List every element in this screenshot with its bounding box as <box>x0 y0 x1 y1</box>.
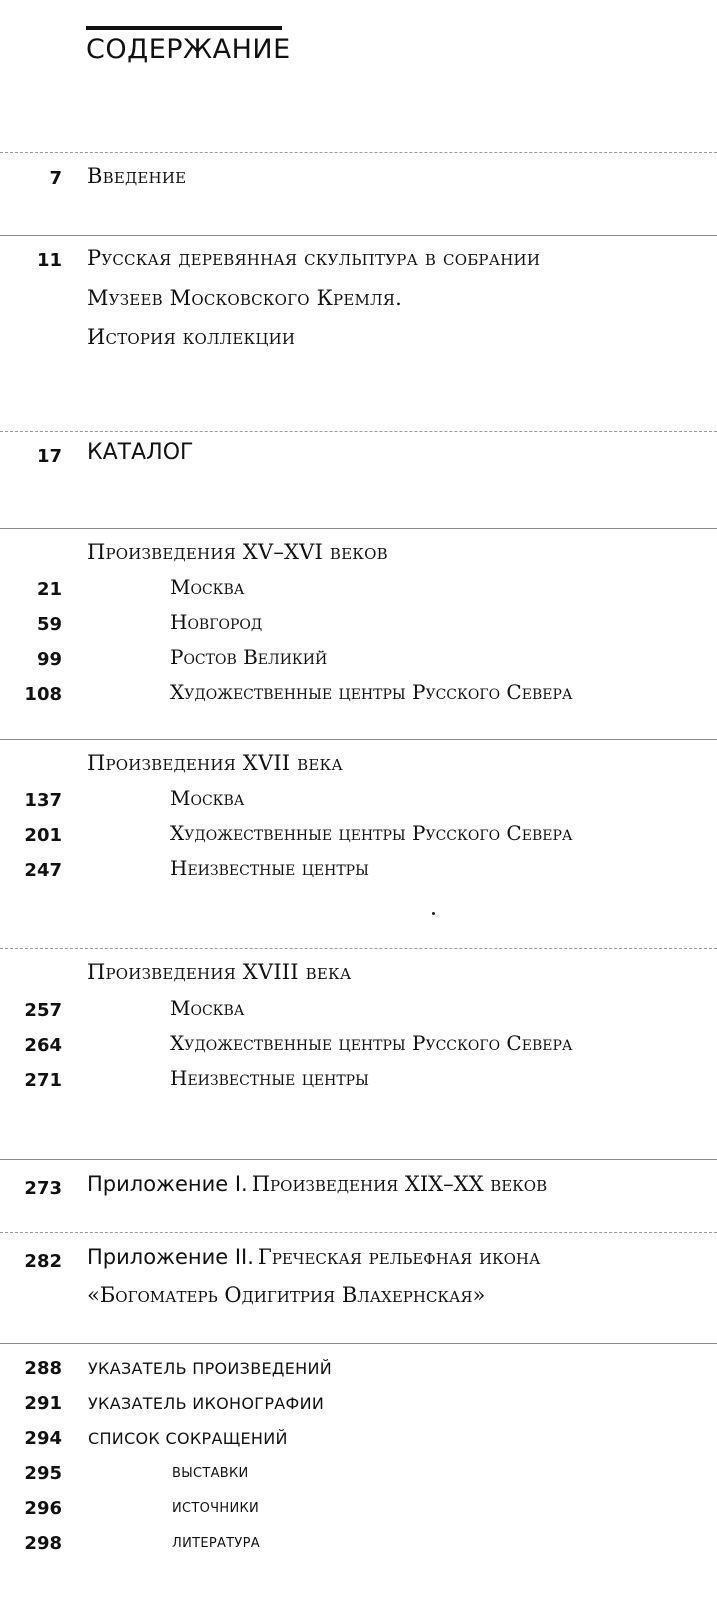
toc-entry-appendix-2-line[interactable] <box>87 1283 485 1307</box>
toc-subentry-literature[interactable]: ЛИТЕРАТУРА <box>172 1536 260 1551</box>
heading-rule <box>86 26 282 30</box>
toc-page-number: 257 <box>24 1000 62 1021</box>
toc-page-number: 264 <box>24 1035 62 1056</box>
appendix-title: «Богоматерь Одигитрия Влахернская» <box>87 1283 486 1307</box>
appendix-title: Произведения XIX–XX веков <box>251 1172 548 1196</box>
toc-subentry[interactable]: Неизвестные центры <box>170 1066 369 1090</box>
toc-page-number: 7 <box>49 168 62 189</box>
toc-page-number: 137 <box>24 790 62 811</box>
toc-page-number: 17 <box>36 446 62 467</box>
divider <box>0 152 717 153</box>
divider <box>0 739 717 740</box>
toc-subentry[interactable]: Москва <box>170 786 245 810</box>
appendix-prefix: Приложение II. <box>87 1245 254 1269</box>
divider <box>0 1159 717 1160</box>
toc-page-number: 298 <box>24 1533 62 1554</box>
section-title[interactable]: Произведения XV–XVI веков <box>87 540 388 564</box>
toc-page-number: 294 <box>24 1428 62 1449</box>
toc-page-number: 295 <box>24 1463 62 1484</box>
toc-page-number: 201 <box>24 825 62 846</box>
toc-entry-intro[interactable]: Введение <box>87 164 187 188</box>
toc-page-number: 273 <box>24 1178 62 1199</box>
toc-entry-history-line[interactable]: Музеев Московского Кремля. <box>87 286 402 310</box>
divider <box>0 1343 717 1344</box>
toc-subentry[interactable]: Москва <box>170 996 245 1020</box>
toc-page-number: 271 <box>24 1070 62 1091</box>
speck <box>432 912 435 915</box>
toc-page-number: 21 <box>36 579 62 600</box>
toc-subentry[interactable]: Москва <box>170 575 245 599</box>
toc-subentry[interactable]: Неизвестные центры <box>170 856 369 880</box>
toc-page-number: 291 <box>24 1393 62 1414</box>
toc-page-number: 11 <box>36 250 62 271</box>
divider <box>0 528 717 529</box>
section-title[interactable]: Произведения XVII века <box>87 751 343 775</box>
toc-subentry-exhibitions[interactable]: ВЫСТАВКИ <box>172 1466 249 1481</box>
toc-entry-index-iconography[interactable]: УКАЗАТЕЛЬ ИКОНОГРАФИИ <box>88 1394 325 1413</box>
toc-subentry[interactable]: Ростов Великий <box>170 645 328 669</box>
appendix-title: Греческая рельефная икона <box>257 1245 541 1269</box>
toc-subentry[interactable]: Новгород <box>170 610 263 634</box>
toc-subentry[interactable]: Художественные центры Русского Севера <box>170 821 573 845</box>
toc-subentry[interactable]: Художественные центры Русского Севера <box>170 1031 573 1055</box>
divider <box>0 1232 717 1233</box>
divider <box>0 431 717 432</box>
toc-entry-catalog[interactable]: КАТАЛОГ <box>87 440 194 465</box>
toc-page-number: 282 <box>24 1251 62 1272</box>
toc-subentry[interactable]: Художественные центры Русского Севера <box>170 680 573 704</box>
toc-page-number: 59 <box>36 614 62 635</box>
toc-page-number: 288 <box>24 1358 62 1379</box>
section-title[interactable]: Произведения XVIII века <box>87 960 352 984</box>
toc-page-number: 296 <box>24 1498 62 1519</box>
divider <box>0 235 717 236</box>
appendix-prefix: Приложение I. <box>87 1172 248 1196</box>
toc-subentry-sources[interactable]: ИСТОЧНИКИ <box>172 1501 260 1516</box>
page-title: СОДЕРЖАНИЕ <box>86 34 291 65</box>
toc-entry-history-line[interactable]: История коллекции <box>87 325 296 349</box>
toc-page-number: 108 <box>24 684 62 705</box>
toc-page-number: 247 <box>24 860 62 881</box>
toc-entry-abbreviations[interactable]: СПИСОК СОКРАЩЕНИЙ <box>88 1429 288 1448</box>
toc-page-number: 99 <box>36 649 62 670</box>
divider <box>0 948 717 949</box>
toc-entry-appendix-1[interactable] <box>87 1172 547 1196</box>
toc-entry-index-works[interactable]: УКАЗАТЕЛЬ ПРОИЗВЕДЕНИЙ <box>88 1359 332 1378</box>
toc-entry-history-line[interactable]: Русская деревянная скульптура в собрании <box>87 246 541 270</box>
toc-entry-appendix-2[interactable] <box>87 1245 540 1269</box>
